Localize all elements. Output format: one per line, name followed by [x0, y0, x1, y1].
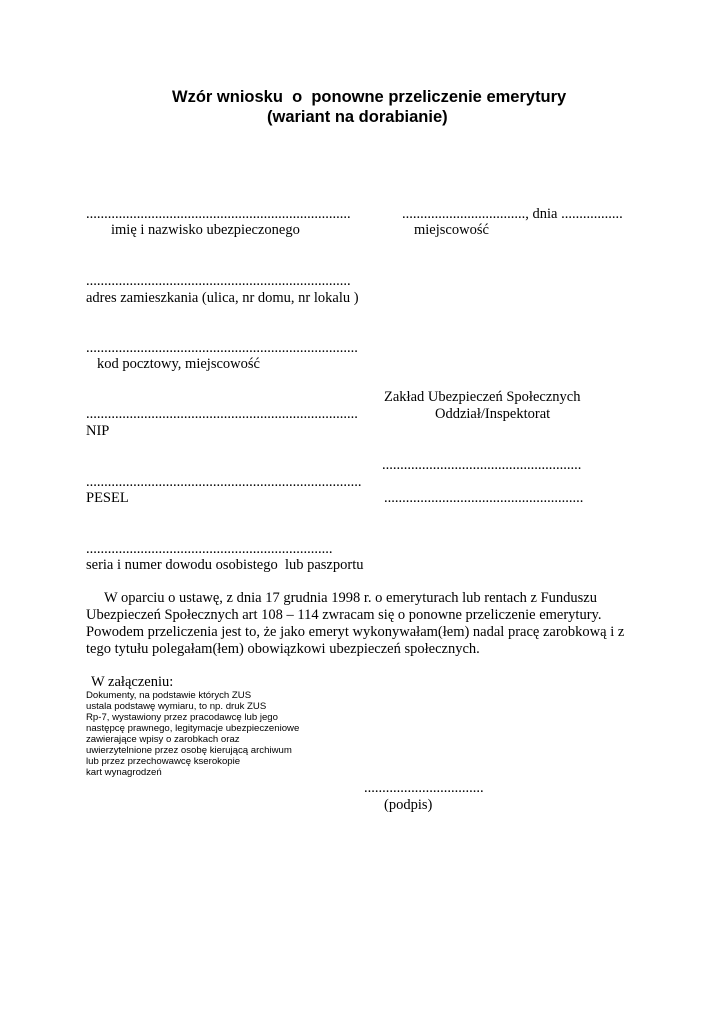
document-title-line2: (wariant na dorabianie) — [267, 108, 448, 126]
recipient-dotted-line-2: ....................................................... — [384, 490, 584, 506]
id-dotted-line: .................................................................... — [86, 541, 333, 557]
postal-label: kod pocztowy, miejscowość — [97, 356, 260, 372]
postal-dotted-line: ........................................................................... — [86, 340, 358, 356]
attachment-line: zawierające wpisy o zarobkach oraz — [86, 734, 240, 745]
name-label: imię i nazwisko ubezpieczonego — [111, 222, 300, 238]
attachment-line: uwierzytelnione przez osobę kierującą archiwum — [86, 745, 292, 756]
recipient-dotted-line-1: ....................................................... — [382, 457, 582, 473]
place-date-dotted-line: .................................., dnia ................. — [402, 206, 623, 222]
name-dotted-line: ......................................................................... — [86, 206, 351, 222]
address-label: adres zamieszkania (ulica, nr domu, nr lokalu ) — [86, 290, 359, 306]
recipient-line1: Zakład Ubezpieczeń Społecznych — [384, 389, 581, 405]
attachments-heading: W załączeniu: — [91, 674, 174, 690]
request-paragraph: W oparciu o ustawę, z dnia 17 grudnia 1998 r. o emeryturach lub rentach z Funduszu Ubezpieczeń Społecznych art 108 – 114 zwracam się o ponowne przeliczenie emerytury. Powodem przeliczenia jest to, że jako emeryt wykonywałam(łem) nadal pracę zarobkową i z tego tytułu polegałam(łem) obowiązkowi ubezpieczeń społecznych. — [86, 590, 625, 657]
attachment-line: następcę prawnego, legitymacje ubezpieczeniowe — [86, 723, 300, 734]
attachment-line: kart wynagrodzeń — [86, 767, 162, 778]
attachment-line: ustala podstawę wymiaru, to np. druk ZUS — [86, 701, 267, 712]
recipient-line2: Oddział/Inspektorat — [435, 406, 551, 422]
attachment-line: Dokumenty, na podstawie których ZUS — [86, 690, 252, 701]
pesel-dotted-line: ............................................................................ — [86, 474, 362, 490]
pesel-label: PESEL — [86, 490, 129, 506]
signature-dotted-line: ................................. — [364, 780, 484, 796]
document-title-line1: Wzór wniosku o ponowne przeliczenie emerytury — [172, 88, 567, 106]
address-dotted-line: ......................................................................... — [86, 273, 351, 289]
signature-label: (podpis) — [384, 797, 433, 813]
nip-label: NIP — [86, 423, 110, 439]
attachment-line: lub przez przechowawcę kserokopie — [86, 756, 241, 767]
attachment-line: Rp-7, wystawiony przez pracodawcę lub jego — [86, 712, 278, 723]
nip-dotted-line: ........................................................................... — [86, 406, 358, 422]
place-label: miejscowość — [414, 222, 489, 238]
id-label: seria i numer dowodu osobistego lub paszportu — [86, 557, 364, 573]
